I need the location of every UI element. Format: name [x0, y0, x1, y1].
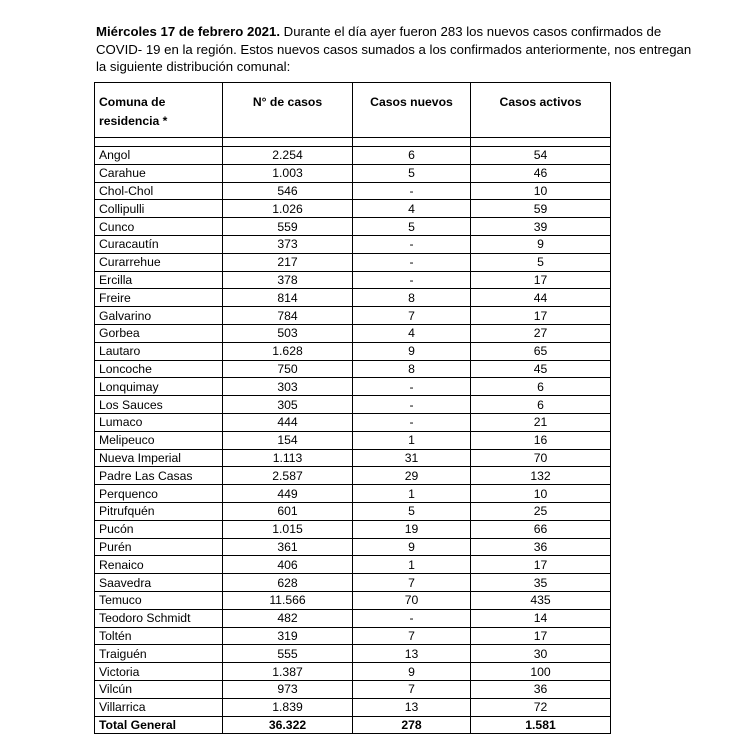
cell-activos: 14: [471, 609, 611, 627]
table-row: [95, 645, 611, 663]
cell-activos: 66: [471, 520, 611, 538]
cell-comuna: Pitrufquén: [95, 502, 223, 520]
cell-comuna: Collipulli: [95, 200, 223, 218]
header-nuevos: Casos nuevos: [353, 83, 471, 138]
cell-comuna: Galvarino: [95, 307, 223, 325]
cell-nuevos: -: [353, 253, 471, 271]
cell-nuevos: 1: [353, 485, 471, 503]
cell-casos: 1.015: [223, 520, 353, 538]
total-comuna: Total General: [95, 716, 223, 734]
table-row: [95, 324, 611, 342]
header-activos: Casos activos: [471, 83, 611, 138]
header-comuna: Comuna de residencia *: [95, 83, 223, 138]
cell-comuna: Curacautín: [95, 235, 223, 253]
cell-activos: 27: [471, 324, 611, 342]
cell-nuevos: 9: [353, 538, 471, 556]
cell-nuevos: 8: [353, 360, 471, 378]
cell-nuevos: 5: [353, 502, 471, 520]
cell-activos: 36: [471, 680, 611, 698]
cell-comuna: Lonquimay: [95, 378, 223, 396]
cell-casos: 11.566: [223, 591, 353, 609]
cell-casos: 1.003: [223, 164, 353, 182]
cell-casos: 503: [223, 324, 353, 342]
cell-comuna: Pucón: [95, 520, 223, 538]
cell-comuna: Padre Las Casas: [95, 467, 223, 485]
intro-date: Miércoles 17 de febrero 2021.: [96, 24, 280, 40]
cell-activos: 44: [471, 289, 611, 307]
cell-nuevos: 7: [353, 627, 471, 645]
table-row: [95, 609, 611, 627]
cell-casos: 482: [223, 609, 353, 627]
total-nuevos: 278: [353, 716, 471, 734]
cell-activos: 17: [471, 307, 611, 325]
cell-comuna: Victoria: [95, 663, 223, 681]
cell-comuna: Loncoche: [95, 360, 223, 378]
total-casos: 36.322: [223, 716, 353, 734]
table-row: [95, 520, 611, 538]
table-row: [95, 663, 611, 681]
table-row: [95, 271, 611, 289]
cell-activos: 5: [471, 253, 611, 271]
cell-activos: 16: [471, 431, 611, 449]
cell-casos: 1.628: [223, 342, 353, 360]
cell-comuna: Lautaro: [95, 342, 223, 360]
cell-comuna: Teodoro Schmidt: [95, 609, 223, 627]
cell-comuna: Perquenco: [95, 485, 223, 503]
cell-casos: 555: [223, 645, 353, 663]
table-row: [95, 360, 611, 378]
table-row: [95, 680, 611, 698]
cell-nuevos: 6: [353, 147, 471, 165]
table-row: [95, 413, 611, 431]
cell-casos: 305: [223, 396, 353, 414]
table-row: [95, 467, 611, 485]
cell-casos: 546: [223, 182, 353, 200]
table-row: [95, 218, 611, 236]
table-row: [95, 378, 611, 396]
cell-casos: 2.587: [223, 467, 353, 485]
cell-casos: 319: [223, 627, 353, 645]
table-row: [95, 538, 611, 556]
cell-activos: 65: [471, 342, 611, 360]
cell-nuevos: 5: [353, 164, 471, 182]
cell-activos: 100: [471, 663, 611, 681]
header-casos: N° de casos: [223, 83, 353, 138]
cell-comuna: Toltén: [95, 627, 223, 645]
cell-comuna: Gorbea: [95, 324, 223, 342]
table-row: [95, 627, 611, 645]
cell-nuevos: 13: [353, 698, 471, 716]
cell-casos: 303: [223, 378, 353, 396]
table-row: [95, 449, 611, 467]
table-row: [95, 396, 611, 414]
intro-paragraph: [96, 23, 696, 76]
cell-casos: 1.026: [223, 200, 353, 218]
table-row: [95, 200, 611, 218]
table-row: [95, 182, 611, 200]
cell-activos: 6: [471, 378, 611, 396]
cell-nuevos: 5: [353, 218, 471, 236]
cell-activos: 435: [471, 591, 611, 609]
cell-nuevos: -: [353, 235, 471, 253]
cell-nuevos: 7: [353, 574, 471, 592]
cell-activos: 132: [471, 467, 611, 485]
cell-nuevos: 8: [353, 289, 471, 307]
cell-comuna: Traiguén: [95, 645, 223, 663]
table-row: [95, 591, 611, 609]
cell-nuevos: 9: [353, 342, 471, 360]
cell-casos: 750: [223, 360, 353, 378]
table-row: [95, 289, 611, 307]
cell-comuna: Nueva Imperial: [95, 449, 223, 467]
cell-casos: 361: [223, 538, 353, 556]
cell-activos: 17: [471, 627, 611, 645]
table-row: [95, 698, 611, 716]
table-header: [95, 83, 611, 147]
cell-nuevos: -: [353, 182, 471, 200]
cell-nuevos: 7: [353, 307, 471, 325]
total-activos: 1.581: [471, 716, 611, 734]
cell-comuna: Chol-Chol: [95, 182, 223, 200]
cell-comuna: Vilcún: [95, 680, 223, 698]
cell-casos: 559: [223, 218, 353, 236]
cell-comuna: Carahue: [95, 164, 223, 182]
cell-casos: 1.839: [223, 698, 353, 716]
cell-casos: 601: [223, 502, 353, 520]
cell-nuevos: 7: [353, 680, 471, 698]
cell-comuna: Purén: [95, 538, 223, 556]
cell-activos: 35: [471, 574, 611, 592]
cell-nuevos: 9: [353, 663, 471, 681]
cell-casos: 2.254: [223, 147, 353, 165]
cell-nuevos: 31: [353, 449, 471, 467]
cell-activos: 9: [471, 235, 611, 253]
cell-nuevos: 1: [353, 556, 471, 574]
cell-nuevos: -: [353, 396, 471, 414]
cell-comuna: Ercilla: [95, 271, 223, 289]
cell-casos: 784: [223, 307, 353, 325]
cell-comuna: Cunco: [95, 218, 223, 236]
cell-activos: 54: [471, 147, 611, 165]
table-row: [95, 253, 611, 271]
cell-casos: 378: [223, 271, 353, 289]
cell-casos: 1.113: [223, 449, 353, 467]
cell-activos: 46: [471, 164, 611, 182]
spacer-cell: [223, 138, 353, 147]
cell-activos: 10: [471, 182, 611, 200]
table-row: [95, 502, 611, 520]
cell-activos: 10: [471, 485, 611, 503]
cell-comuna: Saavedra: [95, 574, 223, 592]
cell-activos: 21: [471, 413, 611, 431]
distribution-table: [94, 82, 611, 734]
cell-casos: 444: [223, 413, 353, 431]
cell-nuevos: 4: [353, 324, 471, 342]
cell-casos: 1.387: [223, 663, 353, 681]
cell-nuevos: 19: [353, 520, 471, 538]
cell-activos: 45: [471, 360, 611, 378]
header-row: [95, 83, 611, 138]
cell-comuna: Curarrehue: [95, 253, 223, 271]
cell-activos: 70: [471, 449, 611, 467]
spacer-cell: [95, 138, 223, 147]
cell-casos: 154: [223, 431, 353, 449]
header-spacer-row: [95, 138, 611, 147]
cell-comuna: Melipeuco: [95, 431, 223, 449]
cell-casos: 217: [223, 253, 353, 271]
cell-nuevos: -: [353, 378, 471, 396]
cell-comuna: Villarrica: [95, 698, 223, 716]
cell-comuna: Lumaco: [95, 413, 223, 431]
total-row: [95, 716, 611, 734]
table-row: [95, 485, 611, 503]
table-row: [95, 147, 611, 165]
cell-casos: 406: [223, 556, 353, 574]
cell-activos: 72: [471, 698, 611, 716]
cell-comuna: Temuco: [95, 591, 223, 609]
cell-activos: 6: [471, 396, 611, 414]
table-row: [95, 431, 611, 449]
table-row: [95, 164, 611, 182]
cell-casos: 814: [223, 289, 353, 307]
cell-nuevos: 29: [353, 467, 471, 485]
cell-nuevos: 13: [353, 645, 471, 663]
table-body: [95, 147, 611, 734]
cell-casos: 628: [223, 574, 353, 592]
intro-text: Durante el día ayer fueron 283 los nuevos casos confirmados de COVID- 19 en la región. Estos nuevos casos sumados a los confirmados anteriormente, nos entregan la siguiente distribución comunal:: [96, 24, 692, 75]
cell-activos: 59: [471, 200, 611, 218]
cell-casos: 449: [223, 485, 353, 503]
table-row: [95, 574, 611, 592]
cell-nuevos: -: [353, 271, 471, 289]
spacer-cell: [353, 138, 471, 147]
table-row: [95, 307, 611, 325]
cell-casos: 973: [223, 680, 353, 698]
cell-nuevos: -: [353, 609, 471, 627]
cell-comuna: Angol: [95, 147, 223, 165]
cell-comuna: Renaico: [95, 556, 223, 574]
cell-nuevos: 70: [353, 591, 471, 609]
cell-nuevos: -: [353, 413, 471, 431]
cell-activos: 25: [471, 502, 611, 520]
cell-comuna: Freire: [95, 289, 223, 307]
table-row: [95, 235, 611, 253]
cell-nuevos: 1: [353, 431, 471, 449]
cell-casos: 373: [223, 235, 353, 253]
cell-activos: 36: [471, 538, 611, 556]
cell-activos: 30: [471, 645, 611, 663]
table-row: [95, 342, 611, 360]
cell-activos: 17: [471, 556, 611, 574]
cell-activos: 17: [471, 271, 611, 289]
spacer-cell: [471, 138, 611, 147]
cell-nuevos: 4: [353, 200, 471, 218]
cell-activos: 39: [471, 218, 611, 236]
cell-comuna: Los Sauces: [95, 396, 223, 414]
table-row: [95, 556, 611, 574]
